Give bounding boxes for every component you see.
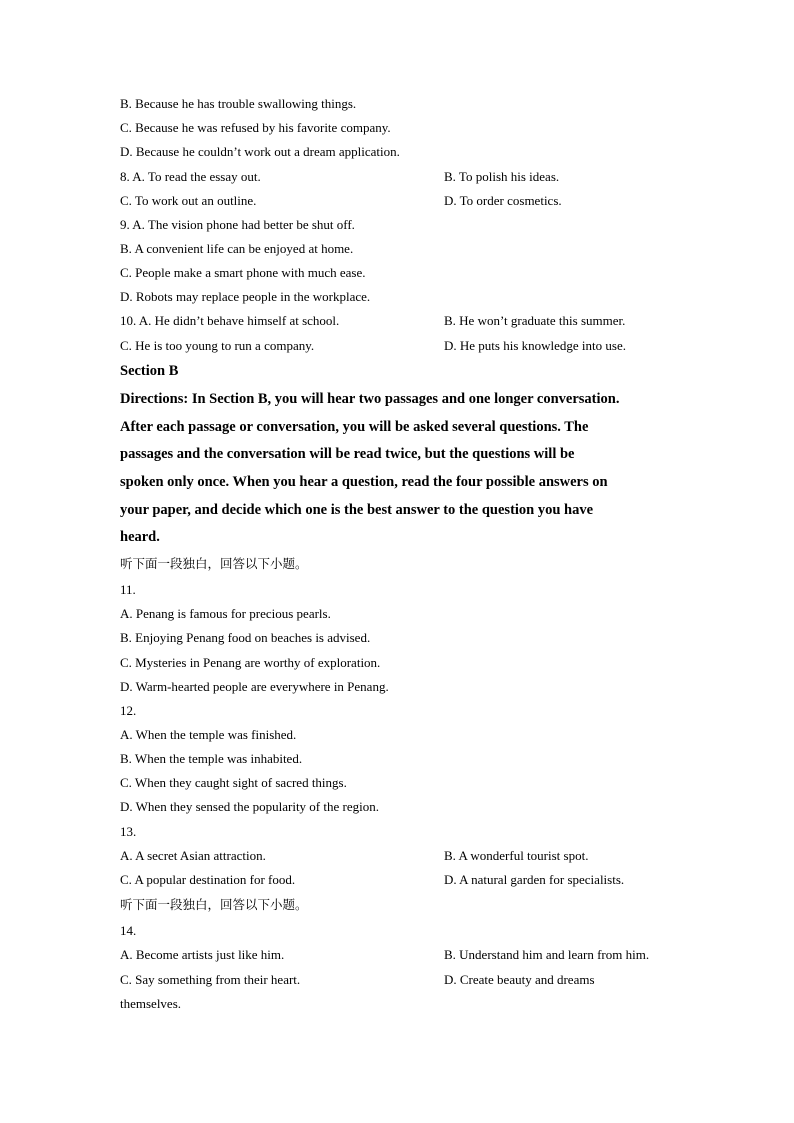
q14-option-d-continued: themselves.: [120, 996, 182, 1011]
directions-line-2: After each passage or conversation, you will be asked several questions. The: [120, 419, 589, 435]
directions-line-1: Directions: In Section B, you will hear two passages and one longer conversation.: [120, 391, 620, 407]
q12-option-d: D. When they sensed the popularity of the region.: [120, 799, 379, 814]
q13-option-d: D. A natural garden for specialists.: [444, 872, 625, 887]
q8-option-d: D. To order cosmetics.: [444, 193, 562, 208]
q7-option-c: C. Because he was refused by his favorite company.: [120, 120, 391, 135]
q14-option-d: D. Create beauty and dreams: [444, 972, 595, 987]
q8-option-b: B. To polish his ideas.: [444, 169, 560, 184]
q14-number: 14.: [120, 923, 137, 938]
q11-option-b: B. Enjoying Penang food on beaches is advised.: [120, 630, 371, 645]
directions-line-4: spoken only once. When you hear a question, read the four possible answers on: [120, 474, 608, 490]
q14-option-c: C. Say something from their heart.: [120, 972, 301, 987]
q12-number: 12.: [120, 703, 137, 718]
q14-option-a: A. Become artists just like him.: [120, 947, 285, 962]
q9-option-d: D. Robots may replace people in the workplace.: [120, 289, 371, 304]
q7-option-d: D. Because he couldn’t work out a dream application.: [120, 144, 400, 159]
q11-option-d: D. Warm-hearted people are everywhere in Penang.: [120, 679, 389, 694]
q13-option-c: C. A popular destination for food.: [120, 872, 296, 887]
q13-option-b: B. A wonderful tourist spot.: [444, 848, 589, 863]
q13-number: 13.: [120, 824, 137, 839]
q14-option-b: B. Understand him and learn from him.: [444, 947, 650, 962]
q9-option-b: B. A convenient life can be enjoyed at home.: [120, 241, 354, 256]
q11-number: 11.: [120, 582, 136, 597]
directions-line-6: heard.: [120, 529, 160, 545]
directions-line-3: passages and the conversation will be read twice, but the questions will be: [120, 446, 575, 462]
q7-option-b: B. Because he has trouble swallowing things.: [120, 96, 357, 111]
q8-option-a: 8. A. To read the essay out.: [120, 169, 261, 184]
q10-option-c: C. He is too young to run a company.: [120, 338, 315, 353]
q11-option-c: C. Mysteries in Penang are worthy of exploration.: [120, 655, 381, 670]
q10-option-b: B. He won’t graduate this summer.: [444, 313, 626, 328]
section-b-heading: Section B: [120, 363, 179, 379]
q9-option-a: 9. A. The vision phone had better be shut off.: [120, 217, 355, 232]
q12-option-c: C. When they caught sight of sacred things.: [120, 775, 347, 790]
directions-line-5: your paper, and decide which one is the best answer to the question you have: [120, 502, 594, 518]
q12-option-b: B. When the temple was inhabited.: [120, 751, 303, 766]
listen-instruction-2: 听下面一段独白，回答以下小题。: [120, 897, 308, 912]
q9-option-c: C. People make a smart phone with much ease.: [120, 265, 366, 280]
q13-option-a: A. A secret Asian attraction.: [120, 848, 266, 863]
listen-instruction-1: 听下面一段独白，回答以下小题。: [120, 556, 308, 571]
q12-option-a: A. When the temple was finished.: [120, 727, 297, 742]
q10-option-a: 10. A. He didn’t behave himself at school.: [120, 313, 340, 328]
q8-option-c: C. To work out an outline.: [120, 193, 257, 208]
q11-option-a: A. Penang is famous for precious pearls.: [120, 606, 331, 621]
q10-option-d: D. He puts his knowledge into use.: [444, 338, 626, 353]
